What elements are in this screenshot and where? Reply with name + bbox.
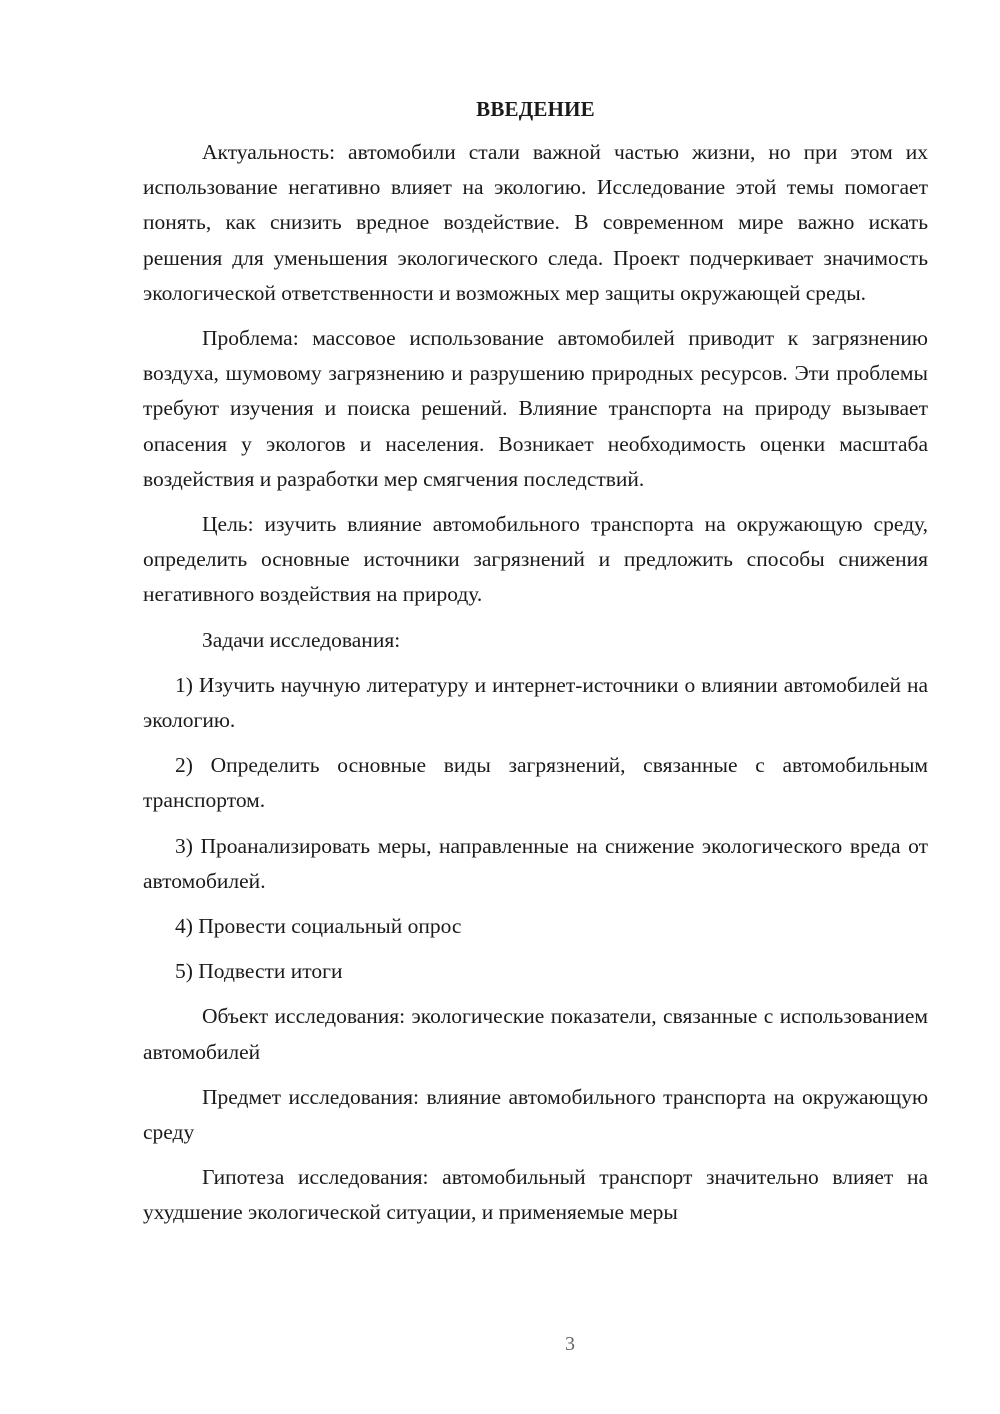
- paragraph-hypothesis: Гипотеза исследования: автомобильный транспорт значительно влияет на ухудшение экологической ситуации, и применяемые меры: [143, 1165, 928, 1225]
- page-content: [143, 92, 928, 1241]
- tasks-title: Задачи исследования:: [202, 627, 401, 652]
- task-item-3: 3) Проанализировать меры, направленные на снижение экологического вреда от автомобилей.: [143, 833, 928, 893]
- paragraph-goal: Цель: изучить влияние автомобильного транспорта на окружающую среду, определить основные источники загрязнений и предложить способы снижения негативного воздействия на природу.: [143, 512, 928, 607]
- task-item-1: 1) Изучить научную литературу и интернет-источники о влиянии автомобилей на экологию.: [143, 672, 928, 733]
- paragraph-subject: Предмет исследования: влияние автомобильного транспорта на окружающую среду: [143, 1084, 928, 1145]
- task-item-4: 4) Провести социальный опрос: [175, 914, 462, 939]
- paragraph-object: Объект исследования: экологические показатели, связанные с использованием автомобилей: [143, 1004, 928, 1064]
- task-item-5: 5) Подвести итоги: [175, 959, 343, 984]
- page-number: 3: [565, 1333, 575, 1355]
- task-item-2: 2) Определить основные виды загрязнений, связанные с автомобильным транспортом.: [143, 753, 928, 813]
- section-heading: ВВЕДЕНИЕ: [476, 97, 595, 121]
- paragraph-relevance: Актуальность: автомобили стали важной частью жизни, но при этом их использование негативно влияет на экологию. Исследование этой темы помогает понять, как снизить вредное воздействие. В современном мире важно искать решения для уменьшения экологического следа. Проект подчеркивает значимость экологической ответственности и возможных мер защиты окружающей среды.: [143, 140, 928, 305]
- paragraph-problem: Проблема: массовое использование автомобилей приводит к загрязнению воздуха, шумовому загрязнению и разрушению природных ресурсов. Эти проблемы требуют изучения и поиска решений. Влияние транспорта на природу вызывает опасения у экологов и населения. Возникает необходимость оценки масштаба воздействия и разработки мер смягчения последствий.: [143, 326, 928, 491]
